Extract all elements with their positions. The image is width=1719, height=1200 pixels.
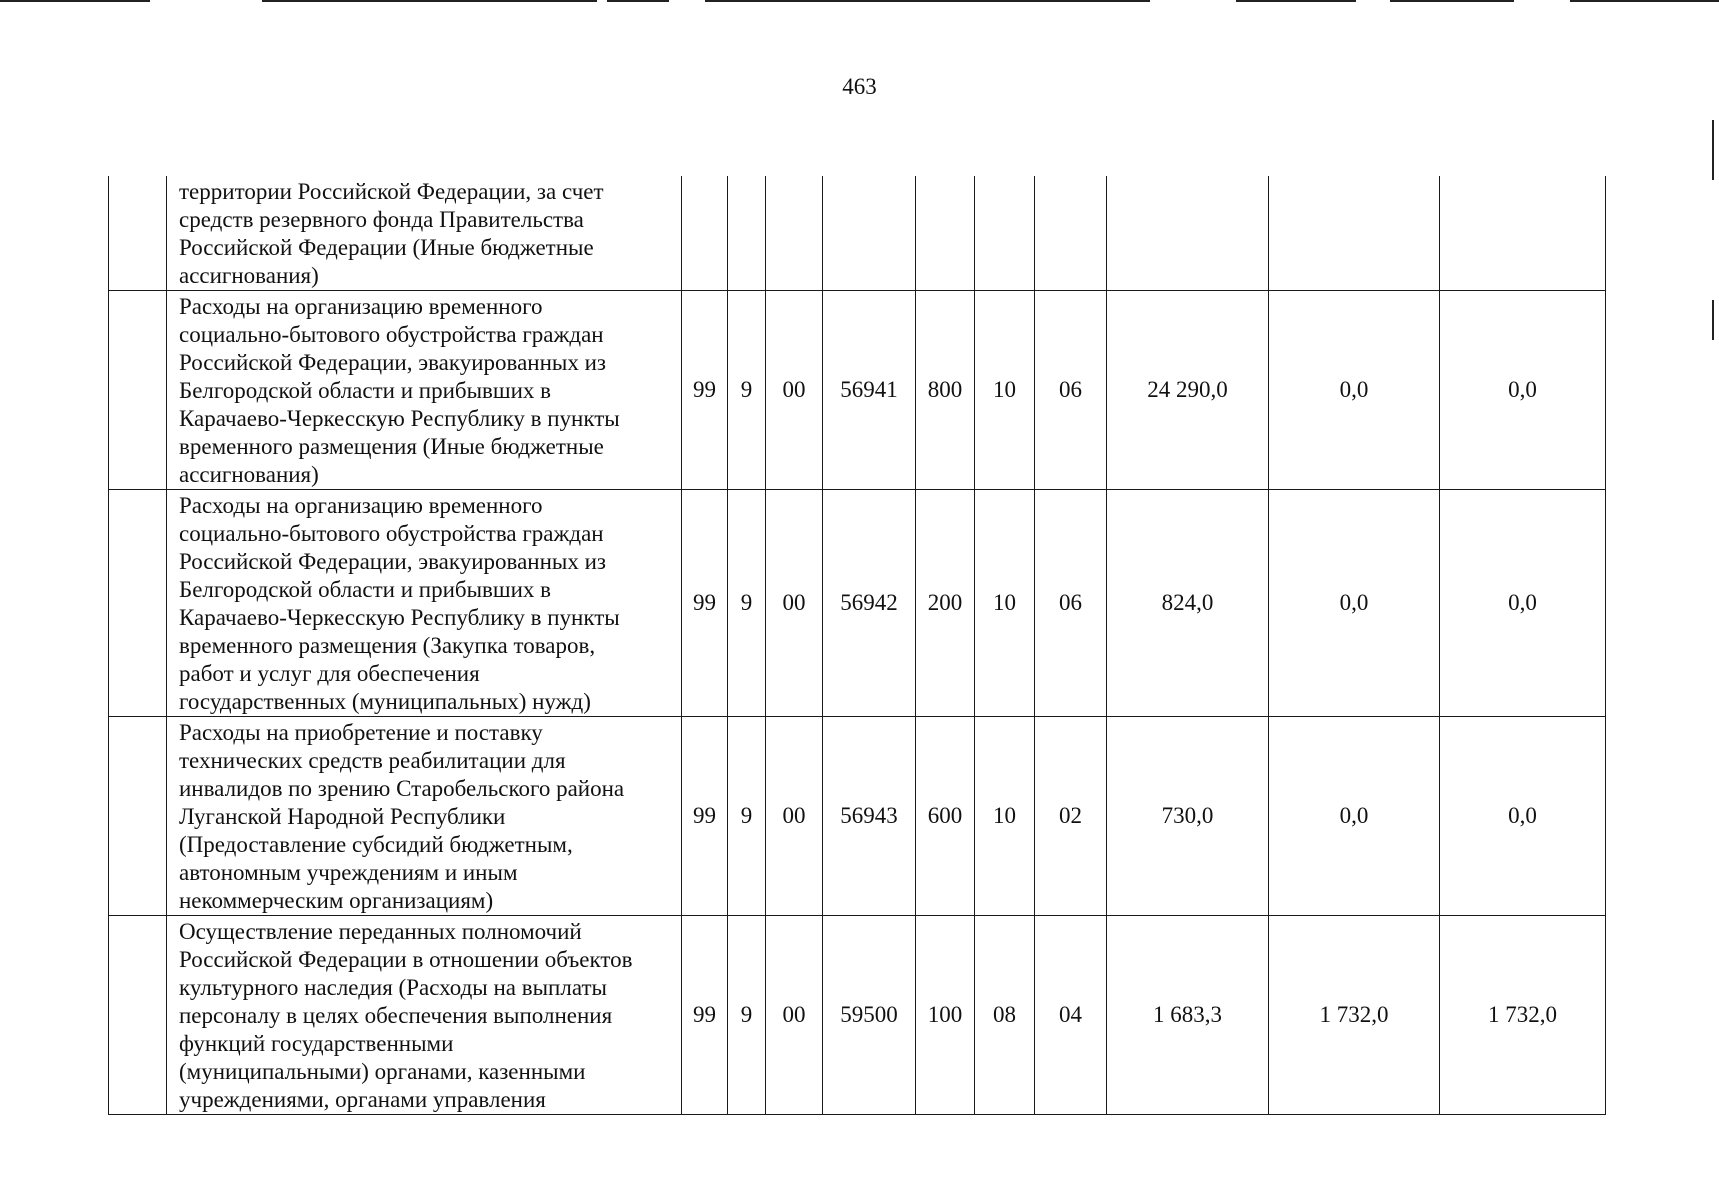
cell-subprogram: 9 — [728, 291, 766, 490]
row-description: территории Российской Федерации, за счет средств резервного фонда Правительства Российской Федерации (Иные бюджетные ассигнования) — [167, 176, 682, 291]
cell-main-event: 00 — [766, 916, 823, 1115]
scan-edge-line — [1712, 120, 1714, 180]
page-number: 463 — [842, 74, 877, 99]
cell-amount-year2: 0,0 — [1269, 717, 1440, 916]
table-row — [109, 490, 1606, 717]
cell-section: 08 — [975, 916, 1035, 1115]
cell-subsection: 02 — [1035, 717, 1107, 916]
table-row — [109, 916, 1606, 1115]
cell-subprogram — [728, 176, 766, 291]
cell-amount-year3: 0,0 — [1440, 291, 1606, 490]
cell-section: 10 — [975, 717, 1035, 916]
cell-expense-type: 200 — [916, 490, 975, 717]
table-row — [109, 717, 1606, 916]
cell-amount-year1: 824,0 — [1107, 490, 1269, 717]
cell-program — [682, 176, 728, 291]
cell-direction — [823, 176, 916, 291]
table-row — [109, 291, 1606, 490]
row-description: Расходы на приобретение и поставку технических средств реабилитации для инвалидов по зрению Старобельского района Луганской Народной Республики (Предоставление субсидий бюджетным, автономным учреждениям и иным некоммерческим организациям) — [167, 717, 682, 916]
cell-subsection: 04 — [1035, 916, 1107, 1115]
row-description: Осуществление переданных полномочий Российской Федерации в отношении объектов культурного наследия (Расходы на выплаты персоналу в целях обеспечения выполнения функций государственными (муниципальными) органами, казенными учреждениями, органами управления — [167, 916, 682, 1115]
cell-amount-year3: 1 732,0 — [1440, 916, 1606, 1115]
cell-program: 99 — [682, 717, 728, 916]
cell-expense-type: 100 — [916, 916, 975, 1115]
cell-subprogram: 9 — [728, 490, 766, 717]
row-index-cell — [109, 490, 167, 717]
cell-amount-year3 — [1440, 176, 1606, 291]
row-index-cell — [109, 176, 167, 291]
cell-section: 10 — [975, 291, 1035, 490]
scan-edge-line — [0, 0, 150, 2]
cell-amount-year3: 0,0 — [1440, 717, 1606, 916]
cell-amount-year1: 730,0 — [1107, 717, 1269, 916]
cell-main-event: 00 — [766, 490, 823, 717]
table-row — [109, 176, 1606, 291]
row-description: Расходы на организацию временного социально-бытового обустройства граждан Российской Федерации, эвакуированных из Белгородской области и прибывших в Карачаево-Черкесскую Республику в пункты временного размещения (Закупка товаров, работ и услуг для обеспечения государственных (муниципальных) нужд) — [167, 490, 682, 717]
cell-amount-year2: 0,0 — [1269, 291, 1440, 490]
cell-direction: 59500 — [823, 916, 916, 1115]
cell-subsection — [1035, 176, 1107, 291]
cell-amount-year1: 1 683,3 — [1107, 916, 1269, 1115]
cell-section — [975, 176, 1035, 291]
scan-edge-line — [607, 0, 669, 2]
row-index-cell — [109, 291, 167, 490]
scan-edge-line — [1712, 300, 1714, 340]
cell-subprogram: 9 — [728, 916, 766, 1115]
cell-subsection: 06 — [1035, 291, 1107, 490]
cell-program: 99 — [682, 291, 728, 490]
scan-edge-line — [1390, 0, 1514, 2]
cell-expense-type: 600 — [916, 717, 975, 916]
scan-edge-line — [705, 0, 1150, 2]
cell-amount-year2: 0,0 — [1269, 490, 1440, 717]
cell-amount-year3: 0,0 — [1440, 490, 1606, 717]
cell-amount-year1: 24 290,0 — [1107, 291, 1269, 490]
cell-amount-year2: 1 732,0 — [1269, 916, 1440, 1115]
scan-edge-line — [262, 0, 597, 2]
cell-program: 99 — [682, 490, 728, 717]
cell-expense-type — [916, 176, 975, 291]
budget-table — [108, 176, 1606, 1115]
cell-amount-year2 — [1269, 176, 1440, 291]
row-description: Расходы на организацию временного социально-бытового обустройства граждан Российской Федерации, эвакуированных из Белгородской области и прибывших в Карачаево-Черкесскую Республику в пункты временного размещения (Иные бюджетные ассигнования) — [167, 291, 682, 490]
cell-subprogram: 9 — [728, 717, 766, 916]
cell-direction: 56943 — [823, 717, 916, 916]
cell-direction: 56942 — [823, 490, 916, 717]
cell-main-event — [766, 176, 823, 291]
cell-subsection: 06 — [1035, 490, 1107, 717]
cell-main-event: 00 — [766, 291, 823, 490]
cell-main-event: 00 — [766, 717, 823, 916]
cell-program: 99 — [682, 916, 728, 1115]
scan-edge-line — [1570, 0, 1719, 2]
cell-amount-year1 — [1107, 176, 1269, 291]
cell-direction: 56941 — [823, 291, 916, 490]
row-index-cell — [109, 916, 167, 1115]
cell-section: 10 — [975, 490, 1035, 717]
cell-expense-type: 800 — [916, 291, 975, 490]
row-index-cell — [109, 717, 167, 916]
scan-edge-line — [1236, 0, 1356, 2]
